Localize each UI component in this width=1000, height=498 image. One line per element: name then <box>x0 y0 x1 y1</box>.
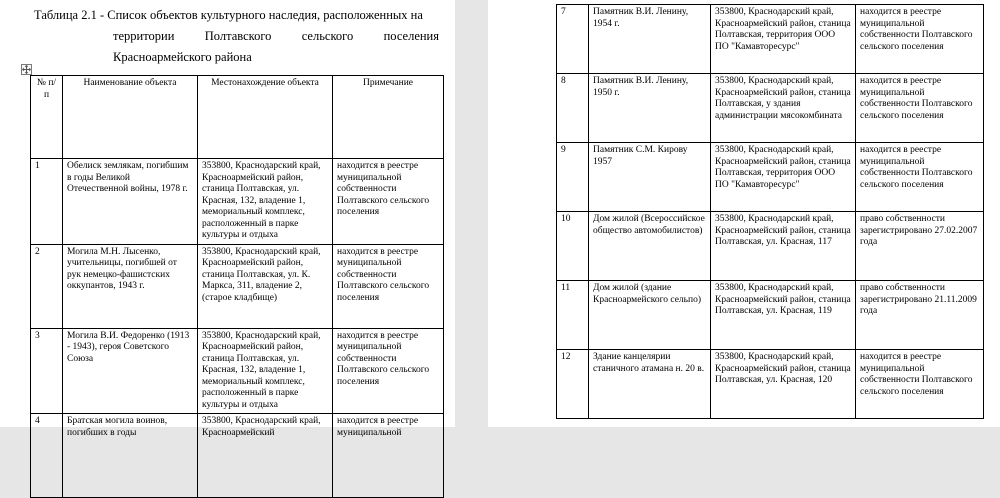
caption-line-1: Таблица 2.1 - Список объектов культурного наследия, расположенных на <box>34 8 423 22</box>
cell-note: находится в реестре муниципальной собственности Полтавского сельского поселения <box>333 244 444 328</box>
document-page-left <box>0 0 455 438</box>
table-row <box>557 74 984 143</box>
cell-location: 353800, Краснодарский край, Красноармейский район, станица Полтавская, ул. Красная, 132, владение 1, мемориальный комплекс, расположенный в парке культуры и отдыха <box>198 328 333 414</box>
cell-location: 353800, Краснодарский край, Красноармейский <box>198 414 333 498</box>
cell-num: 2 <box>31 244 63 328</box>
table-row <box>31 244 444 328</box>
cell-location: 353800, Краснодарский край, Красноармейский район, станица Полтавская, ул. Красная, 117 <box>711 212 856 281</box>
cell-name: Могила В.И. Федоренко (1913 - 1943), героя Советского Союза <box>63 328 198 414</box>
cell-note: находится в реестре муниципальной собственности Полтавского сельского поселения <box>856 74 984 143</box>
cell-location: 353800, Краснодарский край, Красноармейский район, станица Полтавская, территория ООО ПО "Камавторесурс" <box>711 5 856 74</box>
table-row <box>557 212 984 281</box>
table-header-row <box>31 76 444 159</box>
objects-table-left <box>30 75 444 498</box>
cell-location: 353800, Краснодарский край, Красноармейский район, станица Полтавская, территория ООО ПО "Камавторесурс" <box>711 143 856 212</box>
header-location: Местонахождение объекта <box>198 76 333 159</box>
cell-name: Братская могила воинов, погибших в годы <box>63 414 198 498</box>
cell-name: Памятник С.М. Кирову 1957 <box>589 143 711 212</box>
cell-note: находится в реестре муниципальной собственности Полтавского сельского поселения <box>333 159 444 245</box>
cell-note: право собственности зарегистрировано 27.02.2007 года <box>856 212 984 281</box>
cell-name: Дом жилой (Всероссийское общество автомобилистов) <box>589 212 711 281</box>
cell-note: находится в реестре муниципальной собственности Полтавского сельского поселения <box>856 143 984 212</box>
cell-num: 7 <box>557 5 589 74</box>
caption-line-2: территории Полтавского сельского поселения <box>113 29 439 43</box>
cell-note: находится в реестре муниципальной <box>333 414 444 498</box>
cell-num: 9 <box>557 143 589 212</box>
table-row <box>557 281 984 350</box>
cell-num: 11 <box>557 281 589 350</box>
cell-location: 353800, Краснодарский край, Красноармейский район, станица Полтавская, ул. Красная, 120 <box>711 350 856 419</box>
cell-note: находится в реестре муниципальной собственности Полтавского сельского поселения <box>333 328 444 414</box>
cell-num: 4 <box>31 414 63 498</box>
header-note: Примечание <box>333 76 444 159</box>
table-row <box>31 414 444 498</box>
cell-name: Обелиск землякам, погибшим в годы Великой Отечественной войны, 1978 г. <box>63 159 198 245</box>
cell-name: Дом жилой (здание Красноармейского сельпо) <box>589 281 711 350</box>
caption-line-3: Красноармейского района <box>113 50 252 64</box>
header-name: Наименование объекта <box>63 76 198 159</box>
table-row <box>557 143 984 212</box>
cell-location: 353800, Краснодарский край, Красноармейский район, станица Полтавская, у здания администрации мясокомбината <box>711 74 856 143</box>
table-caption <box>34 5 439 68</box>
cell-note: находится в реестре муниципальной собственности Полтавского сельского поселения <box>856 350 984 419</box>
cell-location: 353800, Краснодарский край, Красноармейский район, станица Полтавская, ул. Красная, 132, владение 1, мемориальный комплекс, расположенный в парке культуры и отдыха <box>198 159 333 245</box>
cell-num: 8 <box>557 74 589 143</box>
header-num: № п/п <box>31 76 63 159</box>
cell-note: право собственности зарегистрировано 21.11.2009 года <box>856 281 984 350</box>
cell-num: 3 <box>31 328 63 414</box>
cell-name: Памятник В.И. Ленину, 1954 г. <box>589 5 711 74</box>
cell-num: 10 <box>557 212 589 281</box>
cell-name: Памятник В.И. Ленину, 1950 г. <box>589 74 711 143</box>
table-row <box>31 328 444 414</box>
table-row <box>557 350 984 419</box>
cell-location: 353800, Краснодарский край, Красноармейский район, станица Полтавская, ул. К. Маркса, 311, владение 2, (старое кладбище) <box>198 244 333 328</box>
cell-note: находится в реестре муниципальной собственности Полтавского сельского поселения <box>856 5 984 74</box>
objects-table-right <box>556 4 984 419</box>
cell-location: 353800, Краснодарский край, Красноармейский район, станица Полтавская, ул. Красная, 119 <box>711 281 856 350</box>
table-row <box>31 159 444 245</box>
document-page-right <box>488 0 1000 427</box>
cell-num: 1 <box>31 159 63 245</box>
table-move-handle-icon[interactable] <box>21 64 32 75</box>
cell-name: Здание канцелярии станичного атамана н. 20 в. <box>589 350 711 419</box>
cell-name: Могила М.Н. Лысенко, учительницы, погибшей от рук немецко-фашистских оккупантов, 1943 г. <box>63 244 198 328</box>
cell-num: 12 <box>557 350 589 419</box>
table-row <box>557 5 984 74</box>
